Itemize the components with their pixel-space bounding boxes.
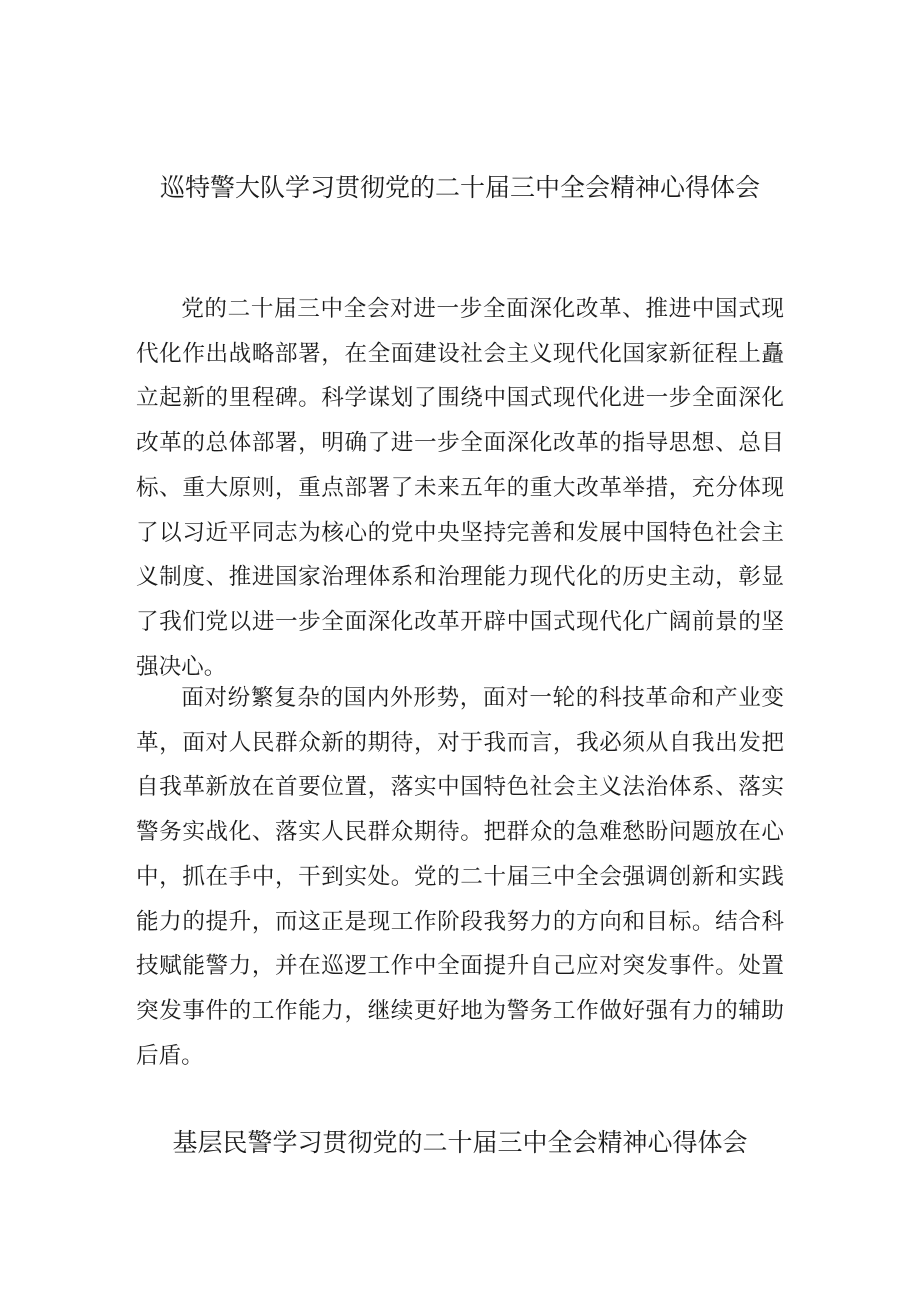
second-article-title: 基层民警学习贯彻党的二十届三中全会精神心得体会 — [172, 1128, 748, 1157]
paragraph-2: 面对纷繁复杂的国内外形势，面对一轮的科技革命和产业变革，面对人民群众新的期待，对于我而言，我必须从自我出发把自我革新放在首要位置，落实中国特色社会主义法治体系、落实警务实战化、落实人民群众期待。把群众的急难愁盼问题放在心中，抓在手中，干到实处。党的二十届三中全会强调创新和实践能力的提升，而这正是现工作阶段我努力的方向和目标。结合科技赋能警力，并在巡逻工作中全面提升自己应对突发事件。处置突发事件的工作能力，继续更好地为警务工作做好强有力的辅助后盾。 — [136, 685, 784, 1069]
document-title: 巡特警大队学习贯彻党的二十届三中全会精神心得体会 — [159, 173, 760, 202]
paragraph-1: 党的二十届三中全会对进一步全面深化改革、推进中国式现代化作出战略部署，在全面建设社会主义现代化国家新征程上矗立起新的里程碑。科学谋划了围绕中国式现代化进一步全面深化改革的总体部署，明确了进一步全面深化改革的指导思想、总目标、重大原则，重点部署了未来五年的重大改革举措，充分体现了以习近平同志为核心的党中央坚持完善和发展中国特色社会主义制度、推进国家治理体系和治理能力现代化的历史主动，彰显了我们党以进一步全面深化改革开辟中国式现代化广阔前景的坚强决心。 — [136, 296, 784, 680]
